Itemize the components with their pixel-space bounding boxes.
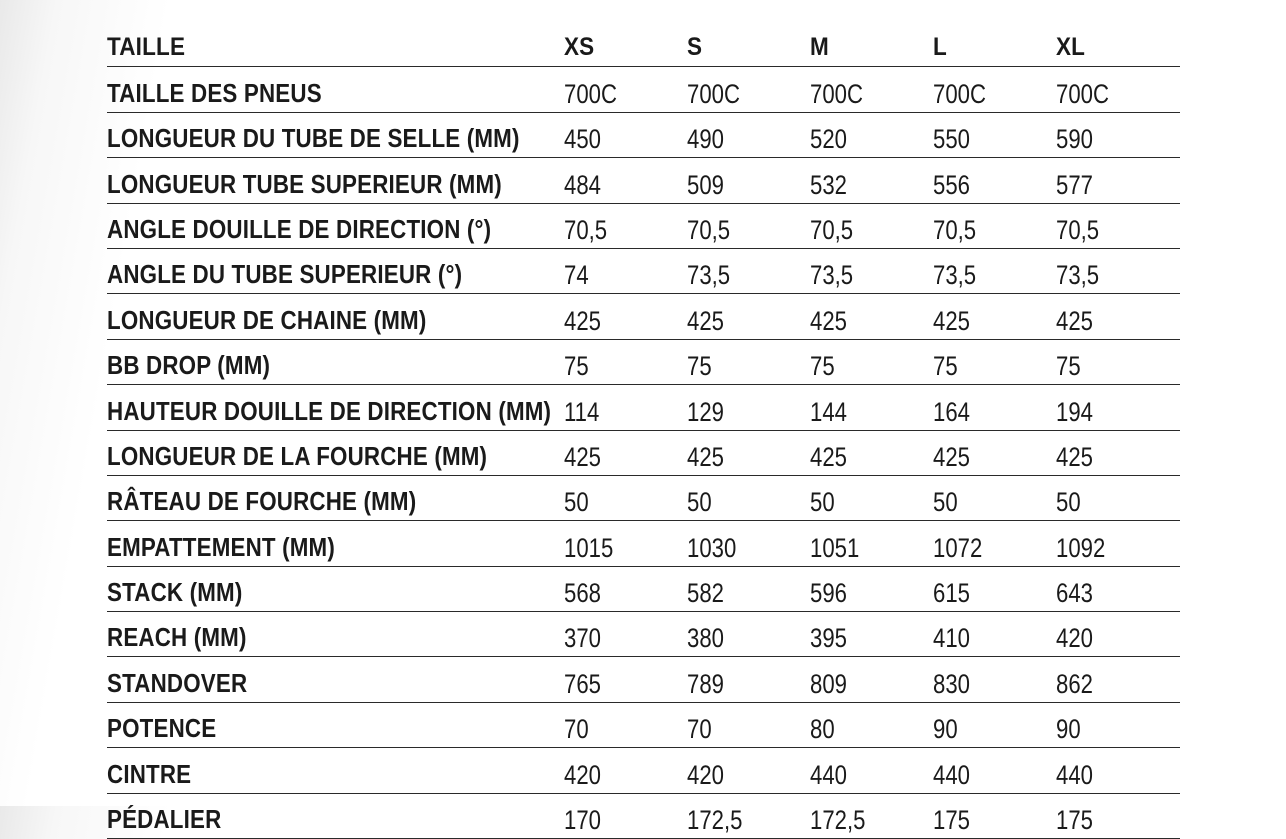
- cell-text: 700C: [810, 78, 863, 109]
- cell-text: 90: [933, 714, 958, 745]
- cell-value-xs: [564, 203, 687, 248]
- cell-value-xl: [1056, 612, 1180, 657]
- cell-text: 50: [1056, 487, 1081, 518]
- table-row: [107, 67, 1180, 112]
- cell-value-xs: [564, 793, 687, 838]
- cell-value-m: [810, 566, 933, 611]
- cell-value-xl: [1056, 248, 1180, 293]
- cell-value-s: [687, 158, 810, 203]
- cell-value-xs: [564, 112, 687, 157]
- cell-value-m: [810, 112, 933, 157]
- cell-text: 440: [1056, 759, 1093, 790]
- cell-text: 70,5: [810, 214, 854, 245]
- cell-value-l: [933, 430, 1056, 475]
- table-row: [107, 521, 1180, 566]
- cell-text: 170: [564, 805, 601, 836]
- cell-text: 484: [564, 169, 601, 200]
- cell-value-m: [810, 248, 933, 293]
- cell-text: 74: [564, 260, 589, 291]
- table-row: [107, 158, 1180, 203]
- cell-text: 420: [687, 759, 724, 790]
- cell-text: 114: [564, 396, 600, 427]
- cell-text: 425: [810, 305, 847, 336]
- cell-value-s: [687, 248, 810, 293]
- cell-text: 50: [564, 487, 589, 518]
- cell-value-xs: [564, 430, 687, 475]
- row-label: STANDOVER: [107, 657, 500, 702]
- cell-value-m: [810, 339, 933, 384]
- cell-text: 700C: [1056, 78, 1109, 109]
- header-label: TAILLE: [107, 21, 518, 67]
- cell-text: 129: [687, 396, 724, 427]
- cell-text: 425: [1056, 305, 1093, 336]
- cell-text: 420: [1056, 623, 1093, 654]
- cell-text: 590: [1056, 124, 1093, 155]
- cell-value-s: [687, 748, 810, 793]
- row-label: STACK (MM): [107, 566, 500, 611]
- size-header-m: M: [810, 21, 921, 67]
- cell-text: 425: [687, 305, 724, 336]
- header-row: [107, 21, 1180, 67]
- row-label: LONGUEUR DE LA FOURCHE (MM): [107, 430, 500, 475]
- cell-text: 450: [564, 124, 601, 155]
- cell-text: 596: [810, 578, 847, 609]
- row-label: CINTRE: [107, 748, 500, 793]
- cell-value-xl: [1056, 566, 1180, 611]
- cell-text: 700C: [564, 78, 617, 109]
- cell-value-l: [933, 657, 1056, 702]
- row-label: LONGUEUR DE CHAINE (MM): [107, 294, 500, 339]
- geometry-table: [107, 21, 1180, 839]
- cell-value-m: [810, 385, 933, 430]
- cell-value-xl: [1056, 203, 1180, 248]
- table-row: [107, 385, 1180, 430]
- cell-text: 568: [564, 578, 601, 609]
- cell-value-s: [687, 294, 810, 339]
- row-label: REACH (MM): [107, 612, 500, 657]
- table-row: [107, 793, 1180, 838]
- cell-text: 862: [1056, 668, 1093, 699]
- cell-value-s: [687, 203, 810, 248]
- cell-value-xl: [1056, 521, 1180, 566]
- cell-text: 175: [1056, 805, 1093, 836]
- cell-text: 80: [810, 714, 835, 745]
- cell-text: 582: [687, 578, 724, 609]
- cell-value-xl: [1056, 112, 1180, 157]
- cell-value-xs: [564, 475, 687, 520]
- cell-value-l: [933, 612, 1056, 657]
- cell-value-s: [687, 112, 810, 157]
- cell-text: 380: [687, 623, 724, 654]
- size-header-xs: XS: [564, 21, 675, 67]
- cell-value-s: [687, 521, 810, 566]
- cell-value-xl: [1056, 793, 1180, 838]
- cell-text: 50: [810, 487, 835, 518]
- cell-text: 425: [564, 441, 601, 472]
- cell-text: 425: [687, 441, 724, 472]
- cell-value-xs: [564, 702, 687, 747]
- table-row: [107, 566, 1180, 611]
- cell-text: 425: [564, 305, 601, 336]
- cell-value-s: [687, 702, 810, 747]
- cell-value-xs: [564, 248, 687, 293]
- cell-value-l: [933, 112, 1056, 157]
- cell-text: 420: [564, 759, 601, 790]
- cell-text: 395: [810, 623, 847, 654]
- cell-text: 643: [1056, 578, 1093, 609]
- size-header-s: S: [687, 21, 798, 67]
- cell-value-s: [687, 566, 810, 611]
- cell-value-xl: [1056, 702, 1180, 747]
- cell-text: 70: [687, 714, 712, 745]
- cell-value-xl: [1056, 430, 1180, 475]
- cell-value-s: [687, 657, 810, 702]
- cell-text: 50: [933, 487, 958, 518]
- cell-text: 490: [687, 124, 724, 155]
- cell-value-l: [933, 521, 1056, 566]
- cell-value-l: [933, 702, 1056, 747]
- cell-value-s: [687, 475, 810, 520]
- table-row: [107, 339, 1180, 384]
- cell-value-m: [810, 294, 933, 339]
- cell-value-m: [810, 748, 933, 793]
- table-row: [107, 748, 1180, 793]
- cell-text: 830: [933, 668, 970, 699]
- cell-value-m: [810, 203, 933, 248]
- cell-text: 440: [933, 759, 970, 790]
- cell-value-xl: [1056, 748, 1180, 793]
- cell-text: 1030: [687, 532, 737, 563]
- cell-value-l: [933, 793, 1056, 838]
- cell-text: 765: [564, 668, 601, 699]
- row-label: BB DROP (MM): [107, 339, 500, 384]
- table-row: [107, 657, 1180, 702]
- cell-value-l: [933, 566, 1056, 611]
- row-label: PÉDALIER: [107, 793, 500, 838]
- cell-value-m: [810, 793, 933, 838]
- table-row: [107, 612, 1180, 657]
- cell-text: 73,5: [933, 260, 977, 291]
- cell-value-l: [933, 748, 1056, 793]
- cell-value-xs: [564, 748, 687, 793]
- cell-text: 1092: [1056, 532, 1106, 563]
- cell-text: 532: [810, 169, 847, 200]
- cell-value-l: [933, 475, 1056, 520]
- row-label: POTENCE: [107, 702, 500, 747]
- table-row: [107, 294, 1180, 339]
- cell-text: 172,5: [810, 805, 866, 836]
- cell-text: 70,5: [564, 214, 608, 245]
- cell-text: 410: [933, 623, 970, 654]
- cell-value-s: [687, 430, 810, 475]
- cell-value-xl: [1056, 475, 1180, 520]
- row-label: HAUTEUR DOUILLE DE DIRECTION (MM): [107, 385, 500, 430]
- cell-text: 75: [564, 351, 589, 382]
- cell-value-xs: [564, 385, 687, 430]
- row-label: EMPATTEMENT (MM): [107, 521, 500, 566]
- cell-text: 440: [810, 759, 847, 790]
- row-label: LONGUEUR TUBE SUPERIEUR (MM): [107, 158, 500, 203]
- cell-value-xl: [1056, 294, 1180, 339]
- cell-value-l: [933, 248, 1056, 293]
- cell-value-xs: [564, 294, 687, 339]
- cell-value-s: [687, 339, 810, 384]
- cell-text: 789: [687, 668, 724, 699]
- cell-text: 75: [810, 351, 835, 382]
- row-label: LONGUEUR DU TUBE DE SELLE (MM): [107, 112, 500, 157]
- cell-text: 70: [564, 714, 589, 745]
- cell-value-s: [687, 793, 810, 838]
- cell-text: 1015: [564, 532, 614, 563]
- cell-value-m: [810, 702, 933, 747]
- row-label: ANGLE DOUILLE DE DIRECTION (°): [107, 203, 500, 248]
- cell-text: 172,5: [687, 805, 743, 836]
- cell-value-l: [933, 385, 1056, 430]
- cell-value-xs: [564, 657, 687, 702]
- cell-value-xl: [1056, 158, 1180, 203]
- cell-text: 70,5: [687, 214, 731, 245]
- cell-text: 73,5: [810, 260, 854, 291]
- table-row: [107, 112, 1180, 157]
- cell-text: 425: [933, 441, 970, 472]
- cell-value-xl: [1056, 385, 1180, 430]
- row-label: TAILLE DES PNEUS: [107, 67, 500, 112]
- cell-value-l: [933, 67, 1056, 112]
- cell-text: 425: [810, 441, 847, 472]
- cell-text: 509: [687, 169, 724, 200]
- cell-value-xs: [564, 339, 687, 384]
- cell-text: 1072: [933, 532, 983, 563]
- cell-value-m: [810, 612, 933, 657]
- cell-text: 425: [1056, 441, 1093, 472]
- cell-text: 556: [933, 169, 970, 200]
- cell-value-l: [933, 158, 1056, 203]
- cell-text: 73,5: [687, 260, 731, 291]
- cell-text: 90: [1056, 714, 1081, 745]
- table-row: [107, 475, 1180, 520]
- cell-text: 75: [933, 351, 958, 382]
- cell-text: 425: [933, 305, 970, 336]
- cell-value-xs: [564, 612, 687, 657]
- size-header-xl: XL: [1056, 21, 1168, 67]
- cell-value-l: [933, 339, 1056, 384]
- cell-value-l: [933, 203, 1056, 248]
- cell-value-s: [687, 67, 810, 112]
- cell-text: 175: [933, 805, 970, 836]
- cell-text: 615: [933, 578, 970, 609]
- cell-text: 370: [564, 623, 601, 654]
- cell-text: 700C: [687, 78, 740, 109]
- cell-value-xs: [564, 566, 687, 611]
- cell-value-l: [933, 294, 1056, 339]
- table-row: [107, 430, 1180, 475]
- cell-value-m: [810, 158, 933, 203]
- cell-value-m: [810, 475, 933, 520]
- cell-value-xs: [564, 521, 687, 566]
- cell-value-s: [687, 612, 810, 657]
- table-row: [107, 248, 1180, 293]
- table-row: [107, 702, 1180, 747]
- cell-text: 70,5: [1056, 214, 1100, 245]
- cell-value-xl: [1056, 339, 1180, 384]
- table-body: [107, 67, 1180, 839]
- cell-value-xl: [1056, 67, 1180, 112]
- cell-text: 50: [687, 487, 712, 518]
- cell-text: 1051: [810, 532, 860, 563]
- cell-text: 70,5: [933, 214, 977, 245]
- cell-text: 75: [1056, 351, 1081, 382]
- cell-value-m: [810, 657, 933, 702]
- cell-value-xl: [1056, 657, 1180, 702]
- row-label: RÂTEAU DE FOURCHE (MM): [107, 475, 500, 520]
- cell-text: 577: [1056, 169, 1093, 200]
- cell-value-m: [810, 430, 933, 475]
- cell-text: 164: [933, 396, 970, 427]
- row-label: ANGLE DU TUBE SUPERIEUR (°): [107, 248, 500, 293]
- cell-text: 520: [810, 124, 847, 155]
- cell-value-m: [810, 67, 933, 112]
- cell-text: 73,5: [1056, 260, 1100, 291]
- cell-text: 194: [1056, 396, 1093, 427]
- cell-text: 144: [810, 396, 847, 427]
- size-header-l: L: [933, 21, 1044, 67]
- table-row: [107, 203, 1180, 248]
- cell-text: 700C: [933, 78, 986, 109]
- cell-value-s: [687, 385, 810, 430]
- cell-value-m: [810, 521, 933, 566]
- cell-value-xs: [564, 67, 687, 112]
- cell-value-xs: [564, 158, 687, 203]
- cell-text: 809: [810, 668, 847, 699]
- cell-text: 550: [933, 124, 970, 155]
- cell-text: 75: [687, 351, 712, 382]
